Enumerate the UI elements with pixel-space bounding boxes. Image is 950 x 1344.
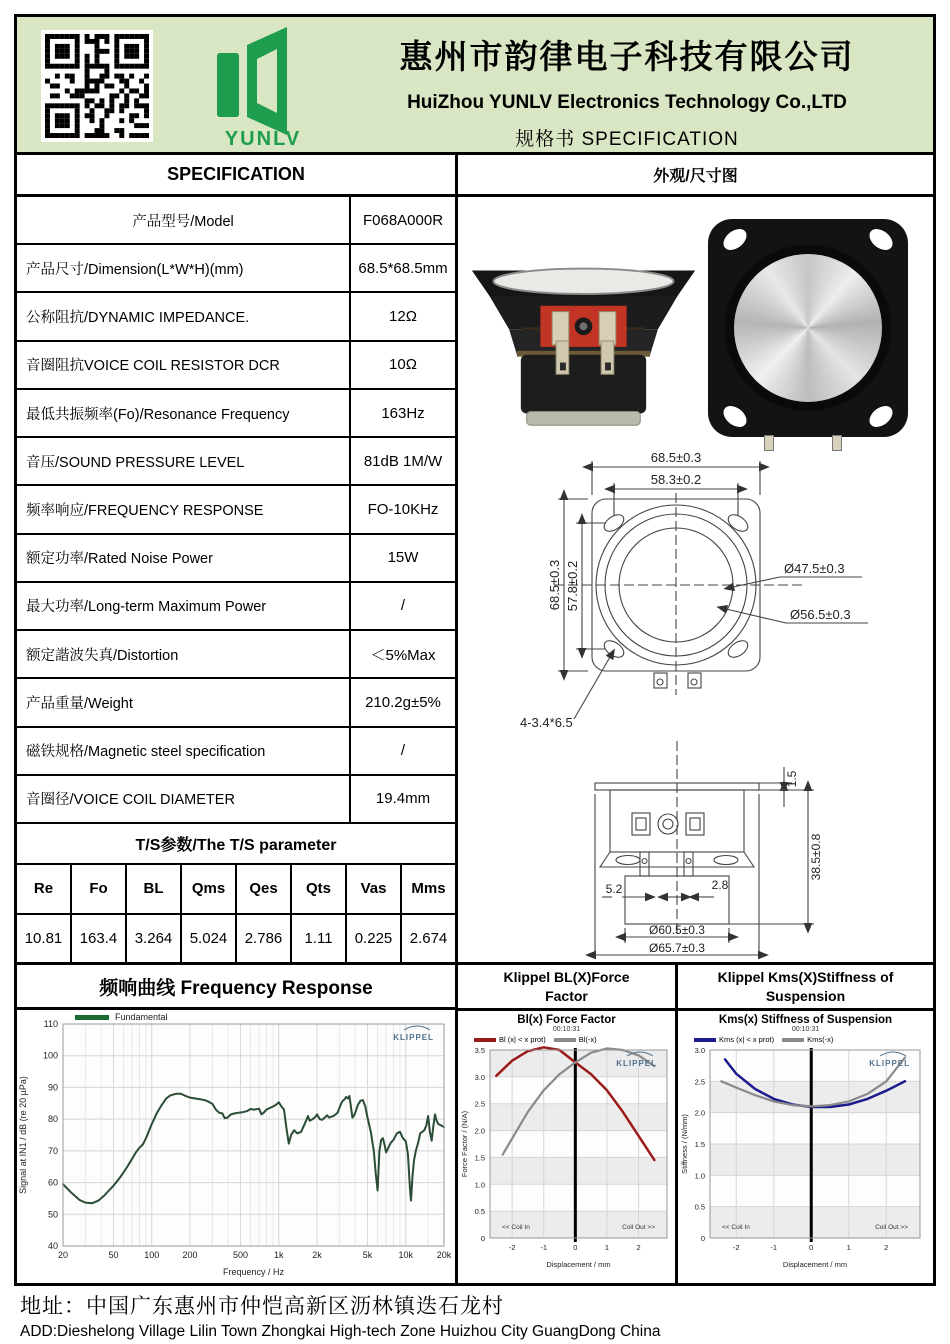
spec-row-value: 163Hz [381, 404, 425, 422]
legend-label: Kms (x| < x prot) [719, 1035, 775, 1044]
footer-address [20, 1290, 930, 1341]
front-dimension-drawing [462, 437, 926, 735]
svg-text:Frequency / Hz: Frequency / Hz [222, 1267, 285, 1277]
svg-text:3.5: 3.5 [474, 1046, 485, 1055]
bl-panel-title: Klippel BL(X)Force Factor [458, 965, 675, 1011]
svg-text:0: 0 [809, 1243, 814, 1252]
charts-band [17, 962, 933, 1283]
spec-row-value: FO-10KHz [367, 501, 439, 519]
svg-text:60: 60 [47, 1177, 58, 1188]
ts-cell: 0.225 [347, 915, 402, 963]
svg-text:-1: -1 [540, 1243, 548, 1252]
svg-text:80: 80 [47, 1114, 58, 1125]
address-cn: 地址：中国广东惠州市仲恺高新区沥林镇迭石龙村 [20, 1295, 504, 1318]
fr-legend-label: Fundamental [115, 1012, 168, 1022]
kms-stiffness-panel [678, 965, 933, 1283]
spec-row-value: 210.2g±5% [365, 693, 441, 711]
header-titles [327, 17, 927, 155]
kms-chart-title: Kms(x) Stiffness of Suspension [718, 1014, 893, 1026]
spec-row-value: 81dB 1M/W [363, 452, 443, 470]
spec-row-label: 音压/SOUND PRESSURE LEVEL [17, 438, 351, 484]
fr-legend-swatch [75, 1015, 109, 1020]
svg-text:KLIPPEL: KLIPPEL [869, 1059, 910, 1068]
legend-label: Bl(-x) [578, 1035, 597, 1044]
mount-hole [720, 225, 751, 254]
mount-hole [720, 402, 751, 431]
dim-dia-basket: Ø60.5±0.3 [649, 923, 705, 937]
spec-row-label: 音圈阻抗VOICE COIL RESISTOR DCR [17, 342, 351, 388]
dim-width-outer: 68.5±0.3 [650, 450, 702, 465]
spec-row-2 [17, 293, 455, 341]
document-border [14, 14, 936, 1286]
spec-row-label: 产品型号/Model [17, 197, 351, 243]
svg-text:Force Factor / (N/A): Force Factor / (N/A) [460, 1110, 469, 1178]
svg-text:0: 0 [700, 1234, 705, 1243]
spec-row-value: 15W [387, 549, 419, 567]
svg-text:KLIPPEL: KLIPPEL [393, 1033, 434, 1042]
spec-row-value: ＜5%Max [370, 646, 436, 664]
fr-chart [17, 1010, 454, 1278]
spec-row-label: 公称阻抗/DYNAMIC IMPEDANCE. [17, 293, 351, 339]
svg-text:10k: 10k [398, 1250, 414, 1260]
svg-text:<< Coil In: << Coil In [502, 1224, 530, 1231]
ts-cell: BL [127, 865, 182, 913]
fr-chart-area [17, 1010, 455, 1283]
legend-item [554, 1035, 597, 1044]
svg-text:1.5: 1.5 [474, 1153, 485, 1163]
svg-text:Coil Out >>: Coil Out >> [622, 1224, 655, 1231]
company-name-cn: 惠州市韵律电子科技有限公司 [399, 38, 855, 75]
svg-text:0: 0 [480, 1234, 485, 1243]
svg-text:5k: 5k [362, 1250, 373, 1260]
spec-row-label: 产品重量/Weight [17, 679, 351, 725]
spec-row-0 [17, 197, 455, 245]
ts-cell: Fo [72, 865, 127, 913]
legend-item [782, 1035, 833, 1044]
spec-row-value: 10Ω [389, 356, 417, 374]
ts-cell: Vas [347, 865, 402, 913]
dim-holes: 4-3.4*6.5 [520, 715, 573, 730]
spec-section-title: SPECIFICATION [17, 155, 458, 194]
spec-row-11 [17, 728, 455, 776]
dim-flange-thickness: 1.5 [785, 770, 799, 788]
spec-row-9 [17, 631, 455, 679]
dim-tab-right: 2.8 [711, 878, 729, 892]
ts-cell: Re [17, 865, 72, 913]
speaker-front-photo [708, 219, 908, 437]
bl-legend [474, 1035, 675, 1044]
svg-text:110: 110 [43, 1019, 58, 1029]
legend-item [474, 1035, 546, 1044]
spec-row-1 [17, 245, 455, 293]
dim-height-outer: 68.5±0.3 [547, 559, 562, 611]
svg-text:<< Coil In: << Coil In [722, 1224, 750, 1231]
fr-legend [75, 1012, 168, 1022]
svg-text:100: 100 [42, 1050, 58, 1061]
svg-text:2.0: 2.0 [694, 1108, 705, 1118]
spec-row-6 [17, 486, 455, 534]
svg-text:1k: 1k [274, 1250, 284, 1260]
ts-cell: 1.11 [292, 915, 347, 963]
svg-text:3.0: 3.0 [474, 1072, 485, 1082]
section-title-row [17, 155, 933, 197]
svg-text:2.5: 2.5 [694, 1077, 705, 1087]
ts-cell: 163.4 [72, 915, 127, 963]
legend-label: Bl (x| < x prot) [499, 1035, 546, 1044]
mount-hole [866, 225, 897, 254]
spec-row-label: 产品尺寸/Dimension(L*W*H)(mm) [17, 245, 351, 291]
bl-force-factor-panel [458, 965, 678, 1283]
spec-row-value: F068A000R [362, 211, 444, 229]
spec-row-label: 音圈径/VOICE COIL DIAMETER [17, 776, 351, 822]
svg-text:50: 50 [47, 1209, 58, 1220]
spec-row-label: 额定諧波失真/Distortion [17, 631, 351, 677]
header-band [17, 17, 933, 155]
svg-text:Displacement / mm: Displacement / mm [546, 1260, 611, 1269]
ts-header-row [17, 865, 455, 915]
kms-chart-area [678, 1011, 933, 1283]
svg-text:KLIPPEL: KLIPPEL [616, 1059, 657, 1068]
mount-hole [866, 402, 897, 431]
dim-dia-gasket: Ø65.7±0.3 [649, 941, 705, 955]
svg-text:50: 50 [108, 1250, 119, 1260]
spec-row-value: 12Ω [389, 308, 417, 326]
legend-item [694, 1035, 774, 1044]
svg-text:100: 100 [144, 1250, 160, 1260]
svg-text:2: 2 [884, 1243, 889, 1252]
spec-row-value: 19.4mm [375, 790, 431, 808]
main-content [17, 197, 933, 962]
legend-swatch [694, 1038, 716, 1042]
svg-text:2: 2 [636, 1243, 641, 1252]
svg-text:2k: 2k [312, 1250, 322, 1260]
spec-row-7 [17, 535, 455, 583]
svg-text:40: 40 [47, 1241, 58, 1251]
ts-cell: 3.264 [127, 915, 182, 963]
bl-chart-title: Bl(x) Force Factor [517, 1014, 616, 1026]
spec-row-12 [17, 776, 455, 822]
ts-cell: Qes [237, 865, 292, 913]
svg-text:20: 20 [57, 1250, 69, 1260]
legend-swatch [474, 1038, 496, 1042]
spec-row-value: 68.5*68.5mm [358, 259, 448, 277]
spec-column [17, 197, 458, 962]
svg-text:-2: -2 [732, 1243, 740, 1252]
svg-text:0.5: 0.5 [474, 1207, 485, 1217]
logo-speaker-bar [217, 53, 239, 117]
svg-text:1.5: 1.5 [694, 1140, 705, 1149]
spec-table [17, 197, 455, 822]
ts-parameter-table [17, 865, 455, 962]
kms-legend [694, 1035, 933, 1044]
dim-dia-surround: Ø56.5±0.3 [790, 607, 851, 622]
kms-chart-timestamp: 00:10:31 [791, 1026, 820, 1033]
ts-cell: 2.674 [409, 929, 448, 947]
svg-text:Coil Out >>: Coil Out >> [875, 1224, 908, 1231]
ts-cell: 10.81 [17, 915, 72, 963]
frequency-response-panel [17, 965, 458, 1283]
svg-text:3.0: 3.0 [694, 1046, 705, 1055]
spec-row-value: / [400, 597, 406, 615]
svg-text:0: 0 [573, 1243, 578, 1252]
ts-cell: Qts [292, 865, 347, 913]
svg-text:-1: -1 [770, 1243, 778, 1252]
spec-row-label: 最大功率/Long-term Maximum Power [17, 583, 351, 629]
ts-value-row [17, 915, 455, 963]
spec-row-4 [17, 390, 455, 438]
svg-text:1.0: 1.0 [474, 1180, 485, 1190]
svg-text:20k: 20k [436, 1250, 452, 1260]
legend-swatch [554, 1038, 576, 1042]
appearance-section-title: 外观/尺寸图 [653, 168, 738, 185]
dim-dia-cone: Ø47.5±0.3 [784, 561, 845, 576]
svg-text:Stiffness / (N/mm): Stiffness / (N/mm) [680, 1114, 689, 1174]
kms-chart [678, 1044, 930, 1270]
qr-code [41, 30, 153, 142]
speaker-cone [725, 245, 891, 411]
ts-cell: Mms [411, 880, 446, 898]
dim-hole-span-v: 57.8±0.2 [565, 560, 580, 612]
spec-row-label: 额定功率/Rated Noise Power [17, 535, 351, 581]
spec-row-3 [17, 342, 455, 390]
dim-hole-span-h: 58.3±0.2 [650, 472, 702, 487]
svg-text:200: 200 [182, 1250, 198, 1260]
svg-text:0.5: 0.5 [694, 1202, 705, 1212]
spec-row-8 [17, 583, 455, 631]
legend-label: Kms(-x) [807, 1035, 834, 1044]
speaker-side-photo [466, 243, 701, 439]
bl-chart [458, 1044, 675, 1270]
bl-chart-timestamp: 00:10:31 [552, 1026, 581, 1033]
svg-text:Signal at IN1 / dB (re 20 µPa): Signal at IN1 / dB (re 20 µPa) [18, 1076, 28, 1194]
svg-text:2.0: 2.0 [474, 1126, 485, 1136]
appearance-column [458, 197, 933, 962]
spec-row-value: / [400, 742, 406, 760]
ts-cell: 2.786 [237, 915, 292, 963]
bl-chart-area [458, 1011, 675, 1283]
legend-swatch [782, 1038, 804, 1042]
svg-text:Displacement / mm: Displacement / mm [782, 1260, 848, 1269]
dim-tab-left: 5.2 [605, 882, 623, 896]
svg-text:500: 500 [233, 1250, 249, 1260]
company-logo [203, 23, 323, 151]
svg-text:1: 1 [604, 1243, 610, 1252]
ts-cell: Qms [182, 865, 237, 913]
spec-row-label: 磁铁规格/Magnetic steel specification [17, 728, 351, 774]
ts-parameter-title: T/S参数/The T/S parameter [17, 822, 455, 865]
dim-depth: 38.5±0.8 [809, 833, 823, 881]
spec-row-label: 频率响应/FREQUENCY RESPONSE [17, 486, 351, 532]
svg-text:1: 1 [846, 1243, 851, 1252]
spec-row-10 [17, 679, 455, 727]
svg-text:70: 70 [47, 1145, 58, 1156]
spec-row-label: 最低共振频率(Fo)/Resonance Frequency [17, 390, 351, 436]
svg-text:90: 90 [47, 1082, 58, 1093]
ts-cell: 5.024 [182, 915, 237, 963]
kms-panel-title: Klippel Kms(X)Stiffness of Suspension [678, 965, 933, 1011]
address-en: ADD:Dieshelong Village Lilin Town Zhongkai High-tech Zone Huizhou City GuangDong China [20, 1323, 661, 1340]
spec-row-5 [17, 438, 455, 486]
company-name-en: HuiZhou YUNLV Electronics Technology Co.,LTD [407, 92, 847, 113]
logo-text: YUNLV [224, 128, 302, 150]
side-dimension-drawing [462, 737, 926, 959]
svg-text:-2: -2 [508, 1243, 516, 1252]
svg-text:2.5: 2.5 [474, 1099, 485, 1109]
fr-panel-title: 频响曲线 Frequency Response [17, 965, 455, 1010]
svg-text:1.0: 1.0 [694, 1171, 705, 1181]
doc-type-title: 规格书 SPECIFICATION [515, 129, 739, 150]
